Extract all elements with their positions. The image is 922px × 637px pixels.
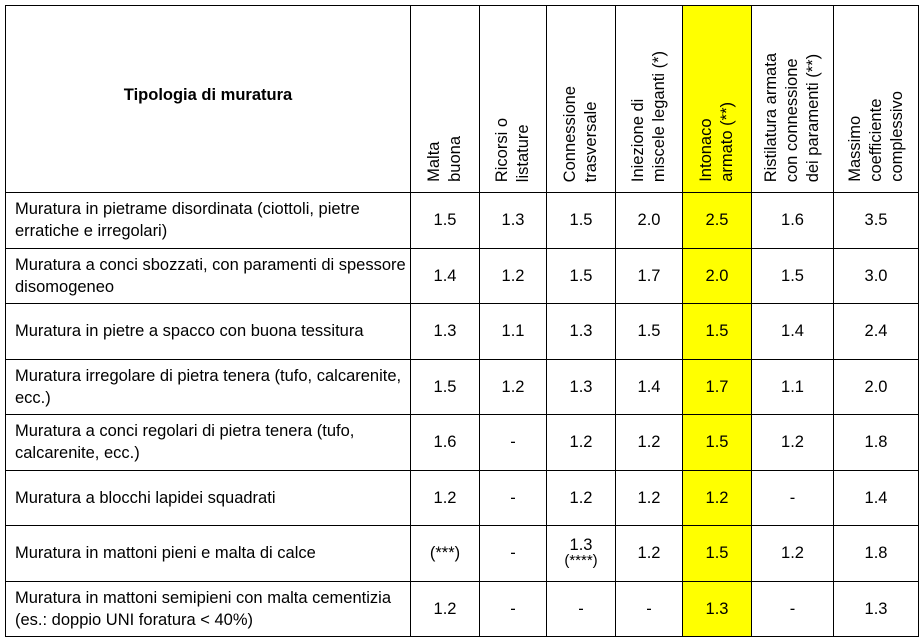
column-header-ricorsi: Ricorsi o listature (480, 6, 547, 193)
table-row (6, 415, 919, 471)
table-cell: 1.5 (616, 304, 683, 360)
table-cell: 1.5 (411, 359, 480, 415)
table-cell: 1.5 (411, 193, 480, 249)
table-cell: 1.2 (547, 415, 616, 471)
table-cell: 1.2 (480, 248, 547, 304)
table-cell: 1.5 (547, 193, 616, 249)
table-cell: 1.2 (616, 415, 683, 471)
row-label: Muratura a conci sbozzati, con paramenti di spessore disomogeneo (6, 248, 411, 304)
table-cell: - (480, 470, 547, 526)
table-cell-highlighted: 1.5 (683, 415, 752, 471)
table-cell: 1.2 (616, 526, 683, 582)
table-cell: 1.1 (480, 304, 547, 360)
column-header-intonaco-armato: Intonaco armato (**) (683, 6, 752, 193)
table-cell: - (752, 581, 834, 637)
column-header-malta-buona: Malta buona (411, 6, 480, 193)
table-row (6, 193, 919, 249)
row-label: Muratura in mattoni semipieni con malta cementizia (es.: doppio UNI foratura < 40%) (6, 581, 411, 637)
table-cell: 1.4 (834, 470, 919, 526)
table-cell: - (480, 526, 547, 582)
table-cell-stacked (547, 526, 616, 582)
table-cell: - (480, 415, 547, 471)
table-cell: 1.7 (616, 248, 683, 304)
header-row (6, 6, 919, 193)
table-cell: 1.3 (547, 359, 616, 415)
row-label: Muratura irregolare di pietra tenera (tufo, calcarenite, ecc.) (6, 359, 411, 415)
table-cell: 1.5 (752, 248, 834, 304)
table-cell-highlighted: 1.3 (683, 581, 752, 637)
row-label: Muratura a conci regolari di pietra tenera (tufo, calcarenite, ecc.) (6, 415, 411, 471)
column-header-massimo: Massimo coefficiente complessivo (834, 6, 919, 193)
column-header-iniezione: Iniezione di miscele leganti (*) (616, 6, 683, 193)
table-cell: 1.6 (752, 193, 834, 249)
table-cell-highlighted: 2.0 (683, 248, 752, 304)
table-row (6, 470, 919, 526)
table-cell: 1.3 (547, 304, 616, 360)
cell-value: 1.3 (569, 536, 593, 555)
reinforcement-coefficients-table (5, 5, 919, 637)
row-label: Muratura in mattoni pieni e malta di calce (6, 526, 411, 582)
table-cell: 1.8 (834, 415, 919, 471)
table-cell: 1.1 (752, 359, 834, 415)
table-row (6, 581, 919, 637)
table-cell: 1.3 (834, 581, 919, 637)
table-cell: 3.5 (834, 193, 919, 249)
table-cell: 3.0 (834, 248, 919, 304)
table-cell: 2.0 (616, 193, 683, 249)
table-cell: 1.4 (752, 304, 834, 360)
table-cell: 2.4 (834, 304, 919, 360)
table-cell: (***) (411, 526, 480, 582)
table-cell: 1.2 (547, 470, 616, 526)
table-cell: - (752, 470, 834, 526)
column-header-connessione: Connessione trasversale (547, 6, 616, 193)
table-cell: 1.2 (752, 526, 834, 582)
table-cell: 1.6 (411, 415, 480, 471)
column-header-ristilatura: Ristilatura armata con connessione dei paramenti (**) (752, 6, 834, 193)
table-cell: - (616, 581, 683, 637)
table-cell: 1.2 (480, 359, 547, 415)
table-row (6, 526, 919, 582)
table-row (6, 359, 919, 415)
table-cell-highlighted: 1.7 (683, 359, 752, 415)
table-cell: 1.4 (411, 248, 480, 304)
table-cell: 1.3 (480, 193, 547, 249)
row-label: Muratura in pietrame disordinata (ciottoli, pietre erratiche e irregolari) (6, 193, 411, 249)
table-cell-highlighted: 1.5 (683, 526, 752, 582)
table-cell: 1.2 (411, 581, 480, 637)
table-cell: 1.2 (411, 470, 480, 526)
cell-footnote: (****) (564, 552, 598, 570)
table-cell: 1.5 (547, 248, 616, 304)
row-label: Muratura in pietre a spacco con buona tessitura (6, 304, 411, 360)
table-cell: 2.0 (834, 359, 919, 415)
table-cell-highlighted: 1.5 (683, 304, 752, 360)
table-cell-highlighted: 2.5 (683, 193, 752, 249)
table-row (6, 304, 919, 360)
table-cell: 1.2 (616, 470, 683, 526)
table-cell: 1.4 (616, 359, 683, 415)
table-cell-highlighted: 1.2 (683, 470, 752, 526)
row-label: Muratura a blocchi lapidei squadrati (6, 470, 411, 526)
table-cell: 1.3 (411, 304, 480, 360)
table-cell: 1.2 (752, 415, 834, 471)
table-cell: - (547, 581, 616, 637)
table-cell: - (480, 581, 547, 637)
masonry-type-header: Tipologia di muratura (6, 6, 411, 193)
table-row (6, 248, 919, 304)
table-cell: 1.8 (834, 526, 919, 582)
